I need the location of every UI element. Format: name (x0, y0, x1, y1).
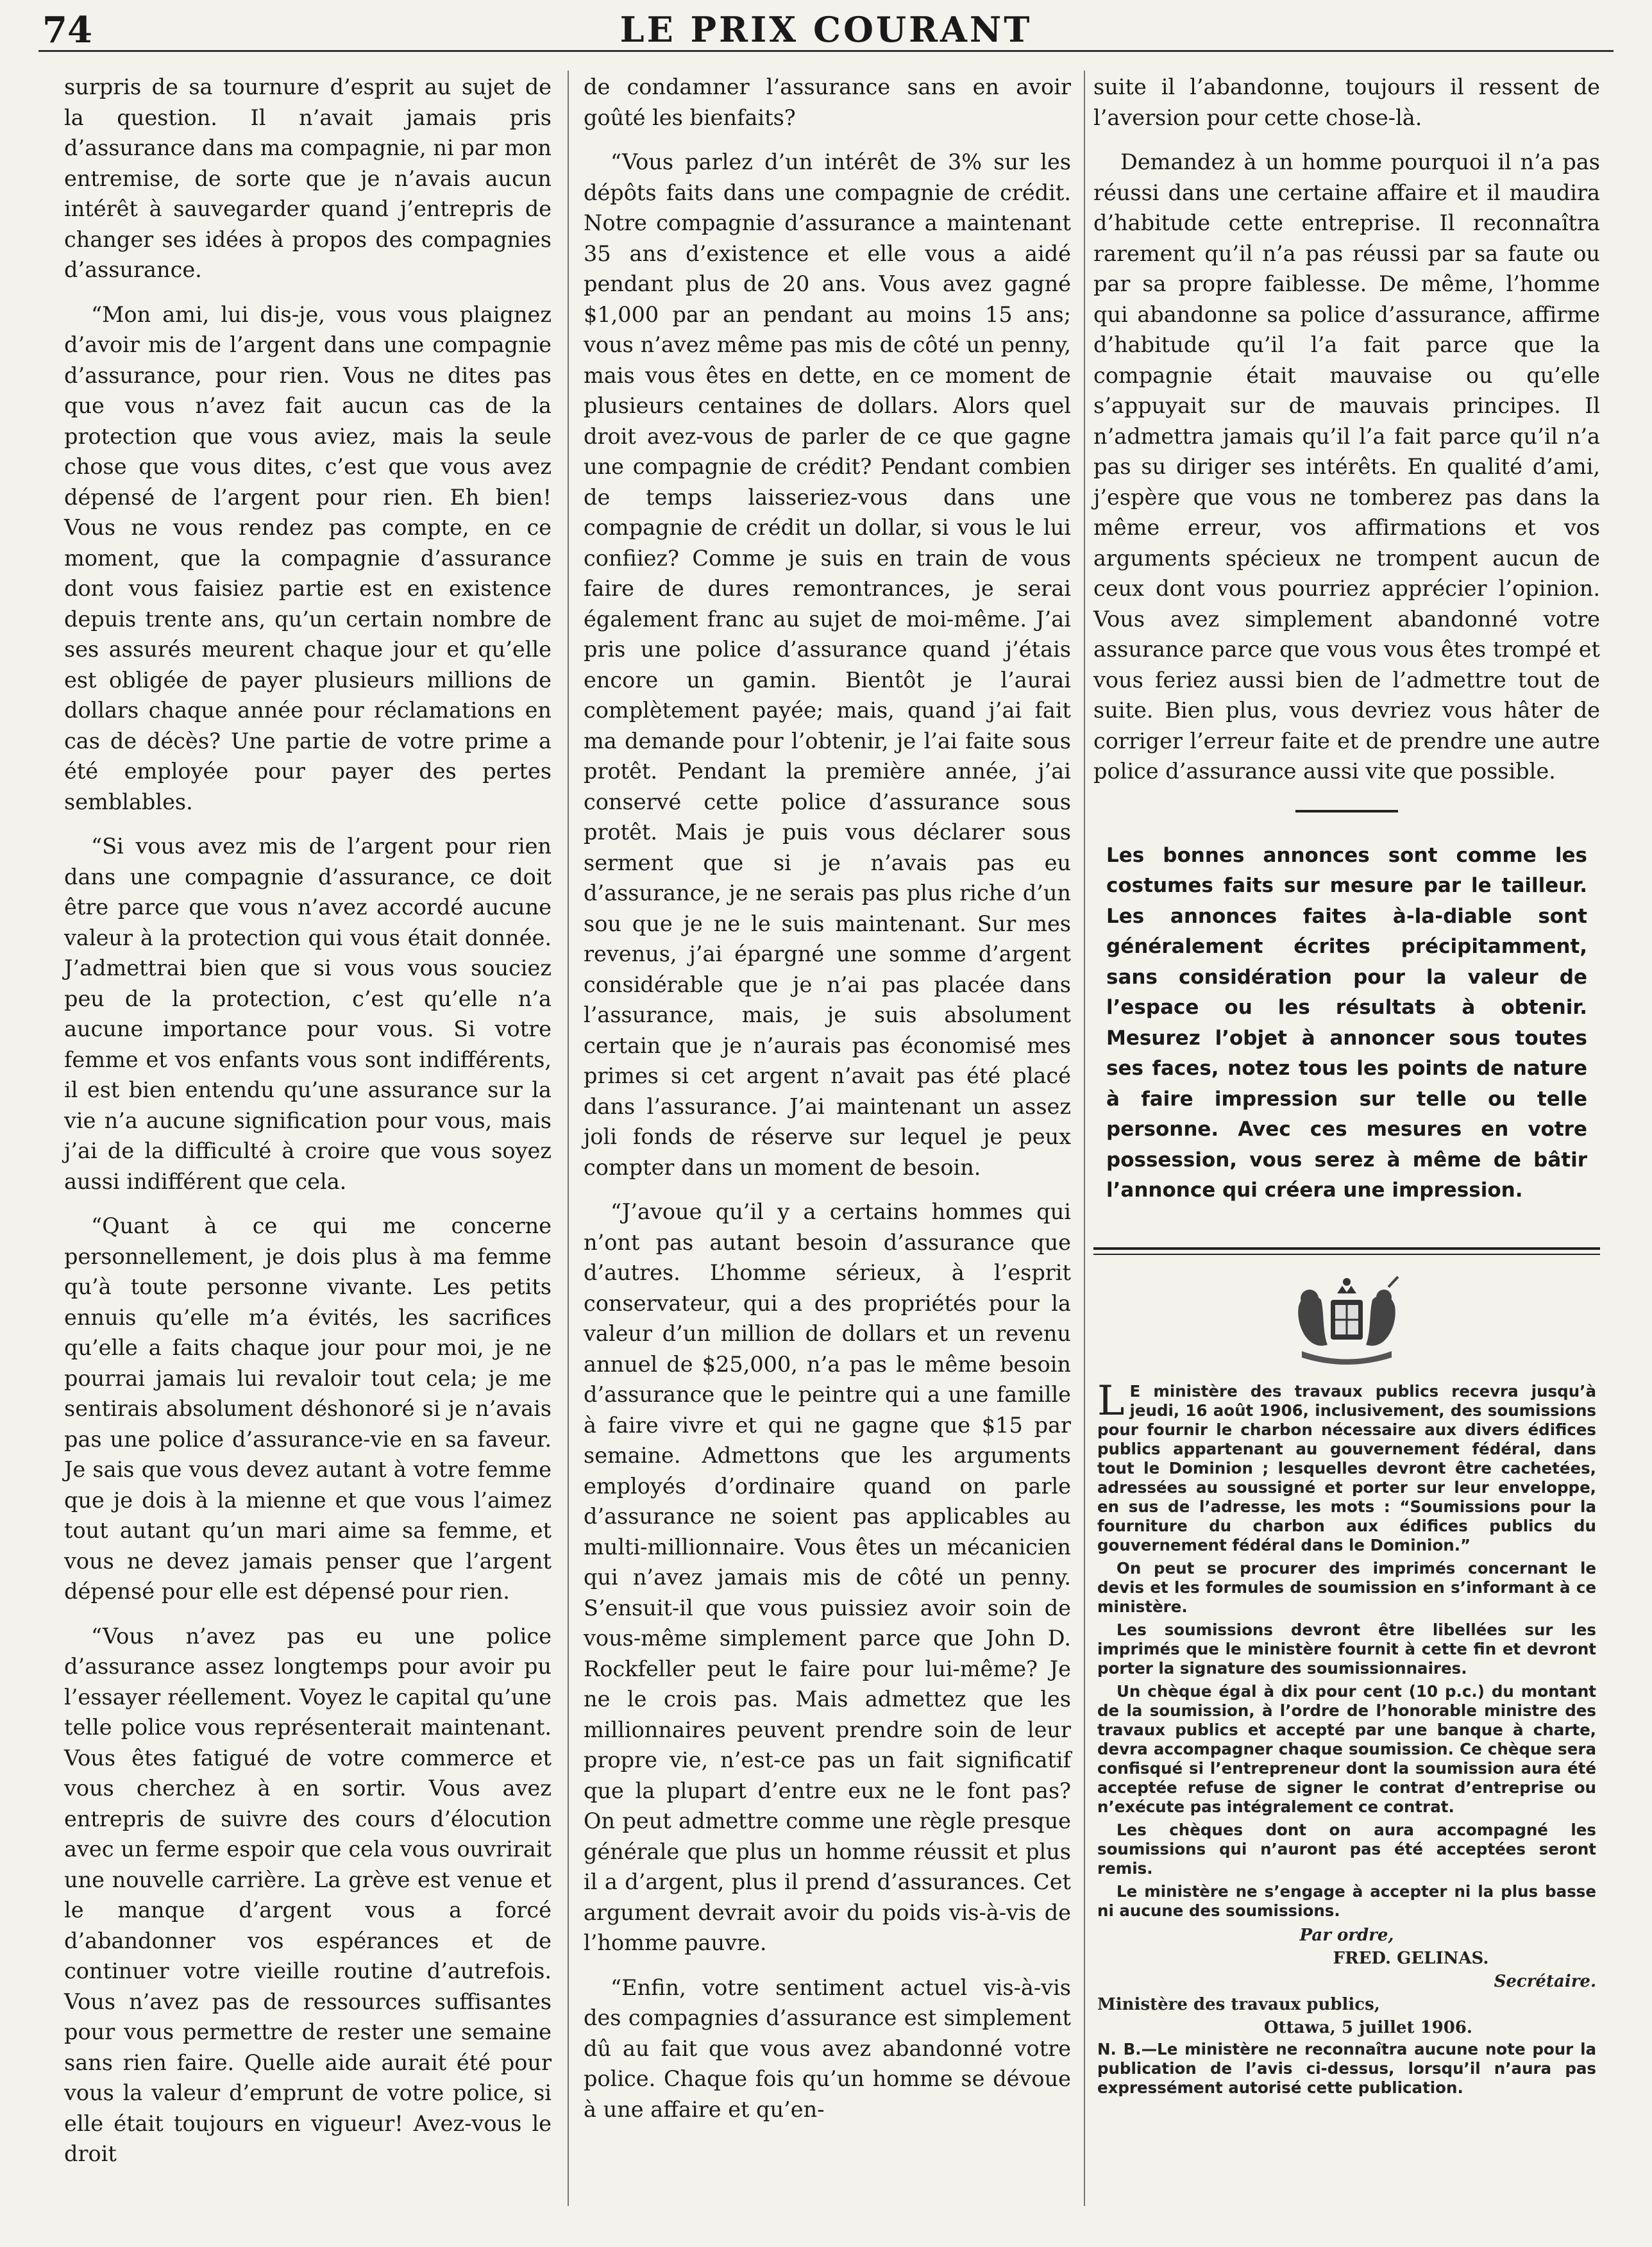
advertisement-box: Les bonnes annonces sont comme les costumes faits sur mesure par le tailleur. Les annonces faites à-la-diable sont généralement écrites précipitamment, sans considération pour la valeur de l’espace ou les résultats à obtenir. Mesurez l’objet à annoncer sous toutes ses faces, notez tous les points de nature à faire impression sur telle ou telle personne. Avec ces mesures en votre possession, vous serez à même de bâtir l’annonce qui créera une impression. (1106, 843, 1587, 1202)
paragraph: “J’avoue qu’il y a certains hommes qui n’ont pas autant besoin d’assurance que d’autres. L’homme sérieux, à l’esprit conservateur, qui a des propriétés pour la valeur d’un million de dollars et un revenu annuel de $25,000, n’a pas le même besoin d’assurance que le peintre qui a une famille à faire vivre et qui ne gagne que $15 par semaine. Admettons que les arguments employés d’ordinaire quand on parle d’assurance ne soient pas applicables au multi-millionnaire. Vous êtes un mécanicien qui n’avez jamais mis de côté un penny. S’ensuit-il que vous puissiez avoir soin de vous-même simplement parce que John D. Rockfeller peut le faire pour lui-même? Je ne le crois pas. Mais admettez que les millionnaires peuvent prendre soin de leur propre vie, n’est-ce pas un fait significatif que la plupart d’entre eux ne le font pas? On peut admettre comme une règle presque générale que plus un homme réussit et plus il a d’argent, plus il prend d’assurances. Cet argument devrait avoir du poids vis-à-vis de l’homme pauvre. (584, 1199, 1071, 1955)
by-order: Par ordre, (1299, 1925, 1394, 1945)
section-rule (1295, 810, 1398, 812)
coat-of-arms-icon (1263, 1274, 1430, 1370)
notice-paragraph: L E ministère des travaux publics recevra jusqu’à jeudi, 16 août 1906, inclusivement, des soumissions pour fournir le charbon nécessaire aux divers édifices publics appartenant au gouvernement fédéral, dans tout le Dominion ; lesquelles devront être cachetées, adressées au soussigné et porter sur leur enveloppe, en sus de l’adresse, les mots : “Soumissions pour la fourniture du charbon aux édifices publics du gouvernement fédéral dans le Dominion.” (1097, 1377, 1596, 1554)
column-2 (584, 72, 1071, 2139)
paragraph: “Si vous avez mis de l’argent pour rien dans une compagnie d’assurance, ce doit être parce que vous n’avez accordé aucune valeur à la protection qui vous était donnée. J’admettrai bien que si vous vous souciez peu de la protection, c’est qu’elle n’a aucune importance pour vous. Si votre femme et vos enfants vous sont indifférents, il est bien entendu qu’une assurance sur la vie n’a aucune signification pour vous, mais j’ai de la difficulté à croire que vous soyez aussi indifférent que cela. (64, 834, 552, 1194)
notice-paragraph: Un chèque égal à dix pour cent (10 p.c.) du montant de la soumission, à l’ordre de l’honorable ministre des travaux publics et accepté par une banque à charte, devra accompagner chaque soumission. Ce chèque sera confisqué si l’entrepreneur dont la soumission aura été acceptée refuse de signer le contrat d’entreprise ou n’exécute pas intégralement ce contrat. (1097, 1681, 1596, 1816)
column-divider (1084, 71, 1085, 2206)
page-header (38, 6, 1614, 53)
signatory-title: Secrétaire. (1494, 1971, 1596, 1991)
notice-paragraph: Les chèques dont on aura accompagné les soumissions qui n’auront pas été acceptées seront remis. (1097, 1820, 1596, 1878)
paragraph: Demandez à un homme pourquoi il n’a pas réussi dans une certaine affaire et il maudira d’habitude cette entreprise. Il reconnaîtra rarement qu’il n’a pas réussi par sa faute ou par sa propre faiblesse. De même, l’homme qui abandonne sa police d’assurance, affirme d’habitude qu’il l’a fait parce que la compagnie était mauvaise ou qu’elle s’appuyait sur de mauvais principes. Il n’admettra jamais qu’il l’a fait parce qu’il n’a pas su diriger ses intérêts. En qualité d’ami, j’espère que vous ne tomberez pas dans la même erreur, vos affirmations et vos arguments spécieux ne trompent aucun de ceux dont vous pourriez apprécier l’opinion. Vous avez simplement abandonné votre assurance parce que vous vous êtes trompé et vous feriez aussi bien de l’admettre tout de suite. Bien plus, vous devriez vous hâter de corriger l’erreur faite et de prendre une autre police d’assurance aussi vite que possible. (1093, 149, 1600, 784)
drop-cap: L (1097, 1377, 1125, 1425)
paragraph: suite il l’abandonne, toujours il ressent de l’aversion pour cette chose-là. (1093, 74, 1600, 130)
paragraph: “Quant à ce qui me concerne personnellement, je dois plus à ma femme qu’à toute personne vivante. Les petits ennuis qu’elle m’a évités, les sacrifices qu’elle a faits chaque jour pour moi, je ne pourrai jamais lui revaloir tout cela; je me sentirais absolument déshonoré si je n’avais pas une police d’assurance-vie en sa faveur. Je sais que vous devez autant à votre femme que je dois à la mienne et que vous l’aimez tout autant qu’un mari aime sa femme, et vous ne devez jamais penser que l’argent dépensé pour elle est dépensé pour rien. (64, 1213, 552, 1604)
page-number: 74 (42, 9, 92, 51)
nb-note: N. B.—Le ministère ne reconnaîtra aucune note pour la publication de l’avis ci-dessus, lorsqu’il n’aura pas expressément autorisé cette publication. (1097, 2039, 1596, 2097)
double-rule (1093, 1247, 1600, 1255)
ministry-name: Ministère des travaux publics, (1097, 1994, 1380, 2014)
paragraph: “Enfin, votre sentiment actuel vis-à-vis des compagnies d’assurance est simplement dû au fait que vous avez abandonné votre police. Chaque fois qu’un homme se dévoue à une affaire et qu’en- (584, 1974, 1071, 2122)
paragraph: de condamner l’assurance sans en avoir goûté les bienfaits? (584, 74, 1071, 130)
column-divider (568, 71, 569, 2206)
paragraph: “Vous n’avez pas eu une police d’assurance assez longtemps pour avoir pu l’essayer réellement. Voyez le capital qu’une telle police vous représenterait maintenant. Vous êtes fatigué de votre commerce et vous cherchez à en sortir. Vous avez entrepris de suivre des cours d’élocution avec un ferme espoir que cela vous ouvrirait une nouvelle carrière. La grève est venue et le manque d’argent vous a forcé d’abandonner vos espérances et de continuer votre vieille routine d’autrefois. Vous n’avez pas de ressources suffisantes pour vous permettre de rester une semaine sans rien faire. Quelle aide aurait été pour vous la valeur d’emprunt de votre police, si elle était toujours en vigueur! Avez-vous le droit (64, 1623, 552, 2166)
signatory-name: FRED. GELINAS. (1333, 1948, 1489, 1968)
paragraph: “Vous parlez d’un intérêt de 3% sur les dépôts faits dans une compagnie de crédit. Notre compagnie d’assurance a maintenant 35 ans d’existence et elle vous a aidé pendant plus de 20 ans. Vous avez gagné $1,000 par an pendant au moins 15 ans; vous n’avez même pas mis de côté un penny, mais vous êtes en dette, en ce moment de plusieurs centaines de dollars. Alors quel droit avez-vous de parler de ce que gagne une compagnie de crédit? Pendant combien de temps laisseriez-vous dans une compagnie de crédit un dollar, si vous le lui confiiez? Comme je suis en train de vous faire de dures remontrances, je serai également franc au sujet de moi-même. J’ai pris une police d’assurance quand j’étais encore un gamin. Bientôt je l’aurai complètement payée; mais, quand j’ai fait ma demande pour l’obtenir, je l’ai faite sous protêt. Pendant la première année, j’ai conservé cette police d’assurance sous protêt. Mais je puis vous déclarer sous serment que si je n’avais pas eu d’assurance, je ne serais pas plus riche d’un sou que je ne le suis maintenant. Sur mes revenus, j’ai épargné une somme d’argent considérable que je n’ai pas placée dans l’assurance, mais, je suis absolument certain que je n’aurais pas économisé mes primes si cet argent n’avait pas été placé dans l’assurance. J’ai maintenant un assez joli fonds de réserve sur lequel je peux compter dans un moment de besoin. (584, 149, 1071, 1180)
notice-paragraph: Les soumissions devront être libellées sur les imprimés que le ministère fournit à cette fin et devront porter la signature des soumissionnaires. (1097, 1620, 1596, 1678)
column-3 (1093, 72, 1600, 2101)
running-title: LE PRIX COURANT (620, 9, 1032, 50)
notice-paragraph: Le ministère ne s’engage à accepter ni la plus basse ni aucune des soumissions. (1097, 1881, 1596, 1920)
public-notice (1097, 1377, 1596, 2098)
paragraph: “Mon ami, lui dis-je, vous vous plaignez d’avoir mis de l’argent dans une compagnie d’assurance, pour rien. Vous ne dites pas que vous n’avez fait aucun cas de la protection que vous aviez, mais la seule chose que vous dites, c’est que vous avez dépensé de l’argent pour rien. Eh bien! Vous ne vous rendez pas compte, en ce moment, que la compagnie d’assurance dont vous faisiez partie est en existence depuis trente ans, qu’un certain nombre de ses assurés meurent chaque jour et qu’elle est obligée de payer plusieurs millions de dollars chaque année pour réclamations en cas de décès? Une partie de votre prime a été employée pour payer des pertes semblables. (64, 301, 552, 814)
place-date: Ottawa, 5 juillet 1906. (1264, 2017, 1472, 2037)
paragraph: surpris de sa tournure d’esprit au sujet de la question. Il n’avait jamais pris d’assurance dans ma compagnie, ni par mon entremise, de sorte que je n’avais aucun intérêt à sauvegarder quand j’entrepris de changer ses idées à propos des compagnies d’assurance. (64, 74, 552, 282)
notice-paragraph: On peut se procurer des imprimés concernant le devis et les formules de soumission en s’informant à ce ministère. (1097, 1558, 1596, 1616)
column-1 (64, 72, 552, 2184)
header-rule (38, 50, 1614, 52)
